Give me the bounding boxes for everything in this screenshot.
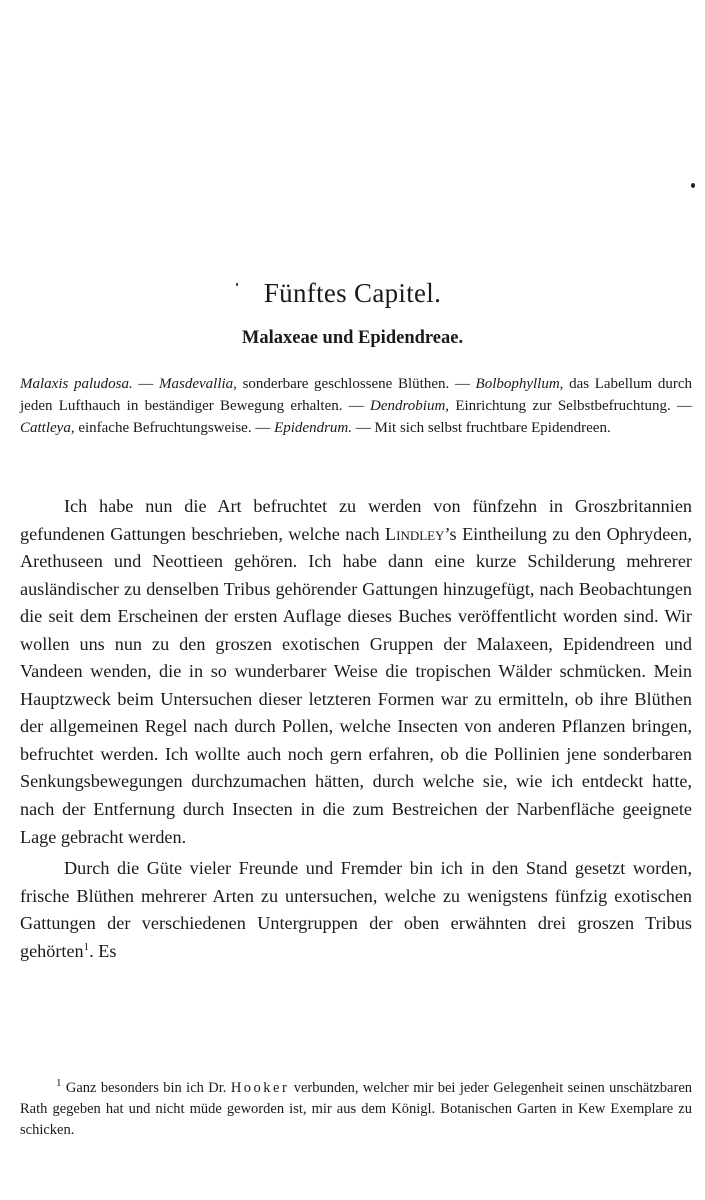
- summary-genus: Epidendrum.: [274, 420, 353, 436]
- paragraph: [20, 855, 692, 965]
- chapter-summary: [20, 373, 692, 439]
- summary-text: —: [132, 376, 160, 392]
- summary-genus: Bolbophyllum,: [475, 376, 564, 392]
- author-name: Lindley: [385, 523, 445, 544]
- footnote-reference: 1: [83, 940, 90, 953]
- paragraph-text: Ich habe nun die Art befruchtet zu werden von fünfzehn in Groszbritannien gefundenen Gattungen beschrieben, welche nach: [20, 496, 692, 544]
- summary-genus: Malaxis paludosa.: [20, 376, 133, 392]
- section-title: Malaxeae und Epidendreae.: [241, 328, 464, 348]
- footnote-person: Hooker: [230, 1080, 290, 1096]
- summary-text: das Labellum durch jeden Lufthauch in beständiger Bewegung erhalten. —: [20, 376, 693, 414]
- summary-text: Einrichtung zur Selbstbefruchtung. —: [449, 398, 693, 414]
- footnote-text: [20, 1078, 692, 1141]
- chapter-title: Fünftes Capitel.: [263, 278, 442, 308]
- footnote-part: verbunden, welcher mir bei jeder Gelegenheit seinen unschätzbaren Rath gegeben hat und nicht müde geworden ist, mir aus dem Königl. Botanischen Garten in Kew Exemplare zu schicken.: [20, 1080, 693, 1138]
- paragraph-text: ’s Eintheilung zu den Ophrydeen, Arethuseen und Neottieen gehören. Ich habe dann eine kurze Schilderung mehrerer ausländischer zu denselben Tribus gehörender Gattungen hinzugefügt, nach Beobachtungen die seit dem Erscheinen der ersten Auflage dieses Buches veröffentlicht worden sind. Wir wollen uns nun zu den groszen exotischen Gruppen der Malaxeen, Epidendreen und Vandeen wenden, die in so wunderbarer Weise die tropischen Wälder schmücken. Mein Hauptzweck beim Untersuchen dieser letzteren Formen war zu ermitteln, ob ihre Blüthen der allgemeinen Regel nach durch Pollen, welche Insecten von anderen Pflanzen bringen, befruchtet werden. Ich wollte auch noch gern erfahren, ob die Pollinien jene sonderbaren Senkungsbewegungen durchzumachen hätten, durch welche sie, wie ich entdeckt hatte, nach der Entfernung durch Insecten in die zum Bestreichen der Narbenfläche geeignete Lage gebracht werden.: [20, 523, 693, 847]
- summary-genus: Dendrobium,: [370, 398, 450, 414]
- footnote: [20, 1078, 692, 1141]
- paragraph: [20, 493, 692, 851]
- footnote-number: 1: [56, 1077, 62, 1090]
- paragraph-text: Durch die Güte vieler Freunde und Fremder bin ich in den Stand gesetzt worden, frische Blüthen mehrerer Arten zu untersuchen, welche zu wenigstens fünfzig exotischen Gattungen der verschiedenen Untergruppen der oben erwähnten drei groszen Tribus gehörten: [20, 858, 692, 961]
- ink-speck: [691, 183, 695, 188]
- summary-genus: Masdevallia,: [159, 376, 237, 392]
- summary-text: — Mit sich selbst fruchtbare Epidendreen.: [352, 420, 611, 436]
- summary-text: sonderbare geschlossene Blüthen. —: [236, 376, 476, 392]
- footnote-part: Ganz besonders bin ich Dr.: [61, 1080, 231, 1096]
- summary-text: einfache Befruchtungsweise. —: [74, 420, 275, 436]
- summary-genus: Cattleya,: [20, 420, 75, 436]
- body-text: [20, 493, 692, 965]
- paragraph-text: . Es: [89, 940, 117, 961]
